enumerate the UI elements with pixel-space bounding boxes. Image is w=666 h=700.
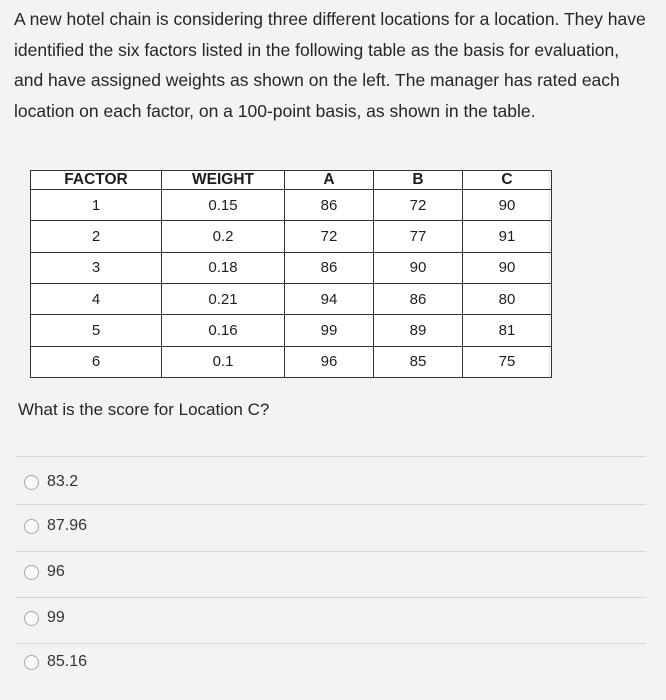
radio-button[interactable] xyxy=(24,565,39,580)
cell-c: 81 xyxy=(463,315,552,346)
answer-option-3[interactable] xyxy=(24,560,65,584)
cell-b: 77 xyxy=(374,221,463,252)
cell-factor: 6 xyxy=(31,346,162,377)
cell-b: 72 xyxy=(374,190,463,221)
cell-weight: 0.16 xyxy=(162,315,285,346)
option-label: 87.96 xyxy=(47,517,88,534)
cell-a: 99 xyxy=(285,315,374,346)
cell-b: 86 xyxy=(374,283,463,314)
cell-factor: 2 xyxy=(31,221,162,252)
divider xyxy=(16,643,646,644)
cell-weight: 0.15 xyxy=(162,190,285,221)
question-prompt: What is the score for Location C? xyxy=(18,400,270,419)
factor-table xyxy=(30,170,548,378)
cell-factor: 1 xyxy=(31,190,162,221)
header-b: B xyxy=(374,171,463,190)
table-row xyxy=(31,190,552,221)
answer-option-5[interactable] xyxy=(24,650,87,674)
answer-option-2[interactable] xyxy=(24,514,87,538)
header-c: C xyxy=(463,171,552,190)
divider xyxy=(16,597,646,598)
cell-b: 90 xyxy=(374,252,463,283)
option-label: 83.2 xyxy=(47,473,79,490)
table-row xyxy=(31,252,552,283)
cell-c: 91 xyxy=(463,221,552,252)
radio-button[interactable] xyxy=(24,475,39,490)
cell-a: 86 xyxy=(285,252,374,283)
table-row xyxy=(31,283,552,314)
cell-a: 96 xyxy=(285,346,374,377)
table-header-row xyxy=(31,171,552,190)
cell-weight: 0.1 xyxy=(162,346,285,377)
cell-b: 89 xyxy=(374,315,463,346)
cell-weight: 0.2 xyxy=(162,221,285,252)
cell-factor: 4 xyxy=(31,283,162,314)
cell-b: 85 xyxy=(374,346,463,377)
header-weight: WEIGHT xyxy=(162,171,285,190)
radio-button[interactable] xyxy=(24,519,39,534)
cell-c: 90 xyxy=(463,190,552,221)
divider xyxy=(16,551,646,552)
option-label: 85.16 xyxy=(47,653,88,670)
table-row xyxy=(31,315,552,346)
cell-c: 75 xyxy=(463,346,552,377)
cell-a: 72 xyxy=(285,221,374,252)
cell-weight: 0.18 xyxy=(162,252,285,283)
cell-weight: 0.21 xyxy=(162,283,285,314)
table-row xyxy=(31,346,552,377)
header-factor: FACTOR xyxy=(31,171,162,190)
divider xyxy=(16,456,646,457)
cell-c: 80 xyxy=(463,283,552,314)
question-text: A new hotel chain is considering three different locations for a location. They have identified the six factors listed in the following table as the basis for evaluation, and have assigned weights as shown on the left. The manager has rated each location on each factor, on a 100-point basis, as shown in the table. xyxy=(14,9,646,121)
ratings-table xyxy=(30,170,552,378)
option-label: 96 xyxy=(47,563,65,580)
radio-button[interactable] xyxy=(24,611,39,626)
cell-a: 94 xyxy=(285,283,374,314)
table-row xyxy=(31,221,552,252)
cell-c: 90 xyxy=(463,252,552,283)
cell-factor: 3 xyxy=(31,252,162,283)
answer-option-4[interactable] xyxy=(24,606,65,630)
header-a: A xyxy=(285,171,374,190)
cell-a: 86 xyxy=(285,190,374,221)
radio-button[interactable] xyxy=(24,655,39,670)
option-label: 99 xyxy=(47,609,65,626)
cell-factor: 5 xyxy=(31,315,162,346)
answer-option-1[interactable] xyxy=(24,470,78,494)
divider xyxy=(16,504,646,505)
